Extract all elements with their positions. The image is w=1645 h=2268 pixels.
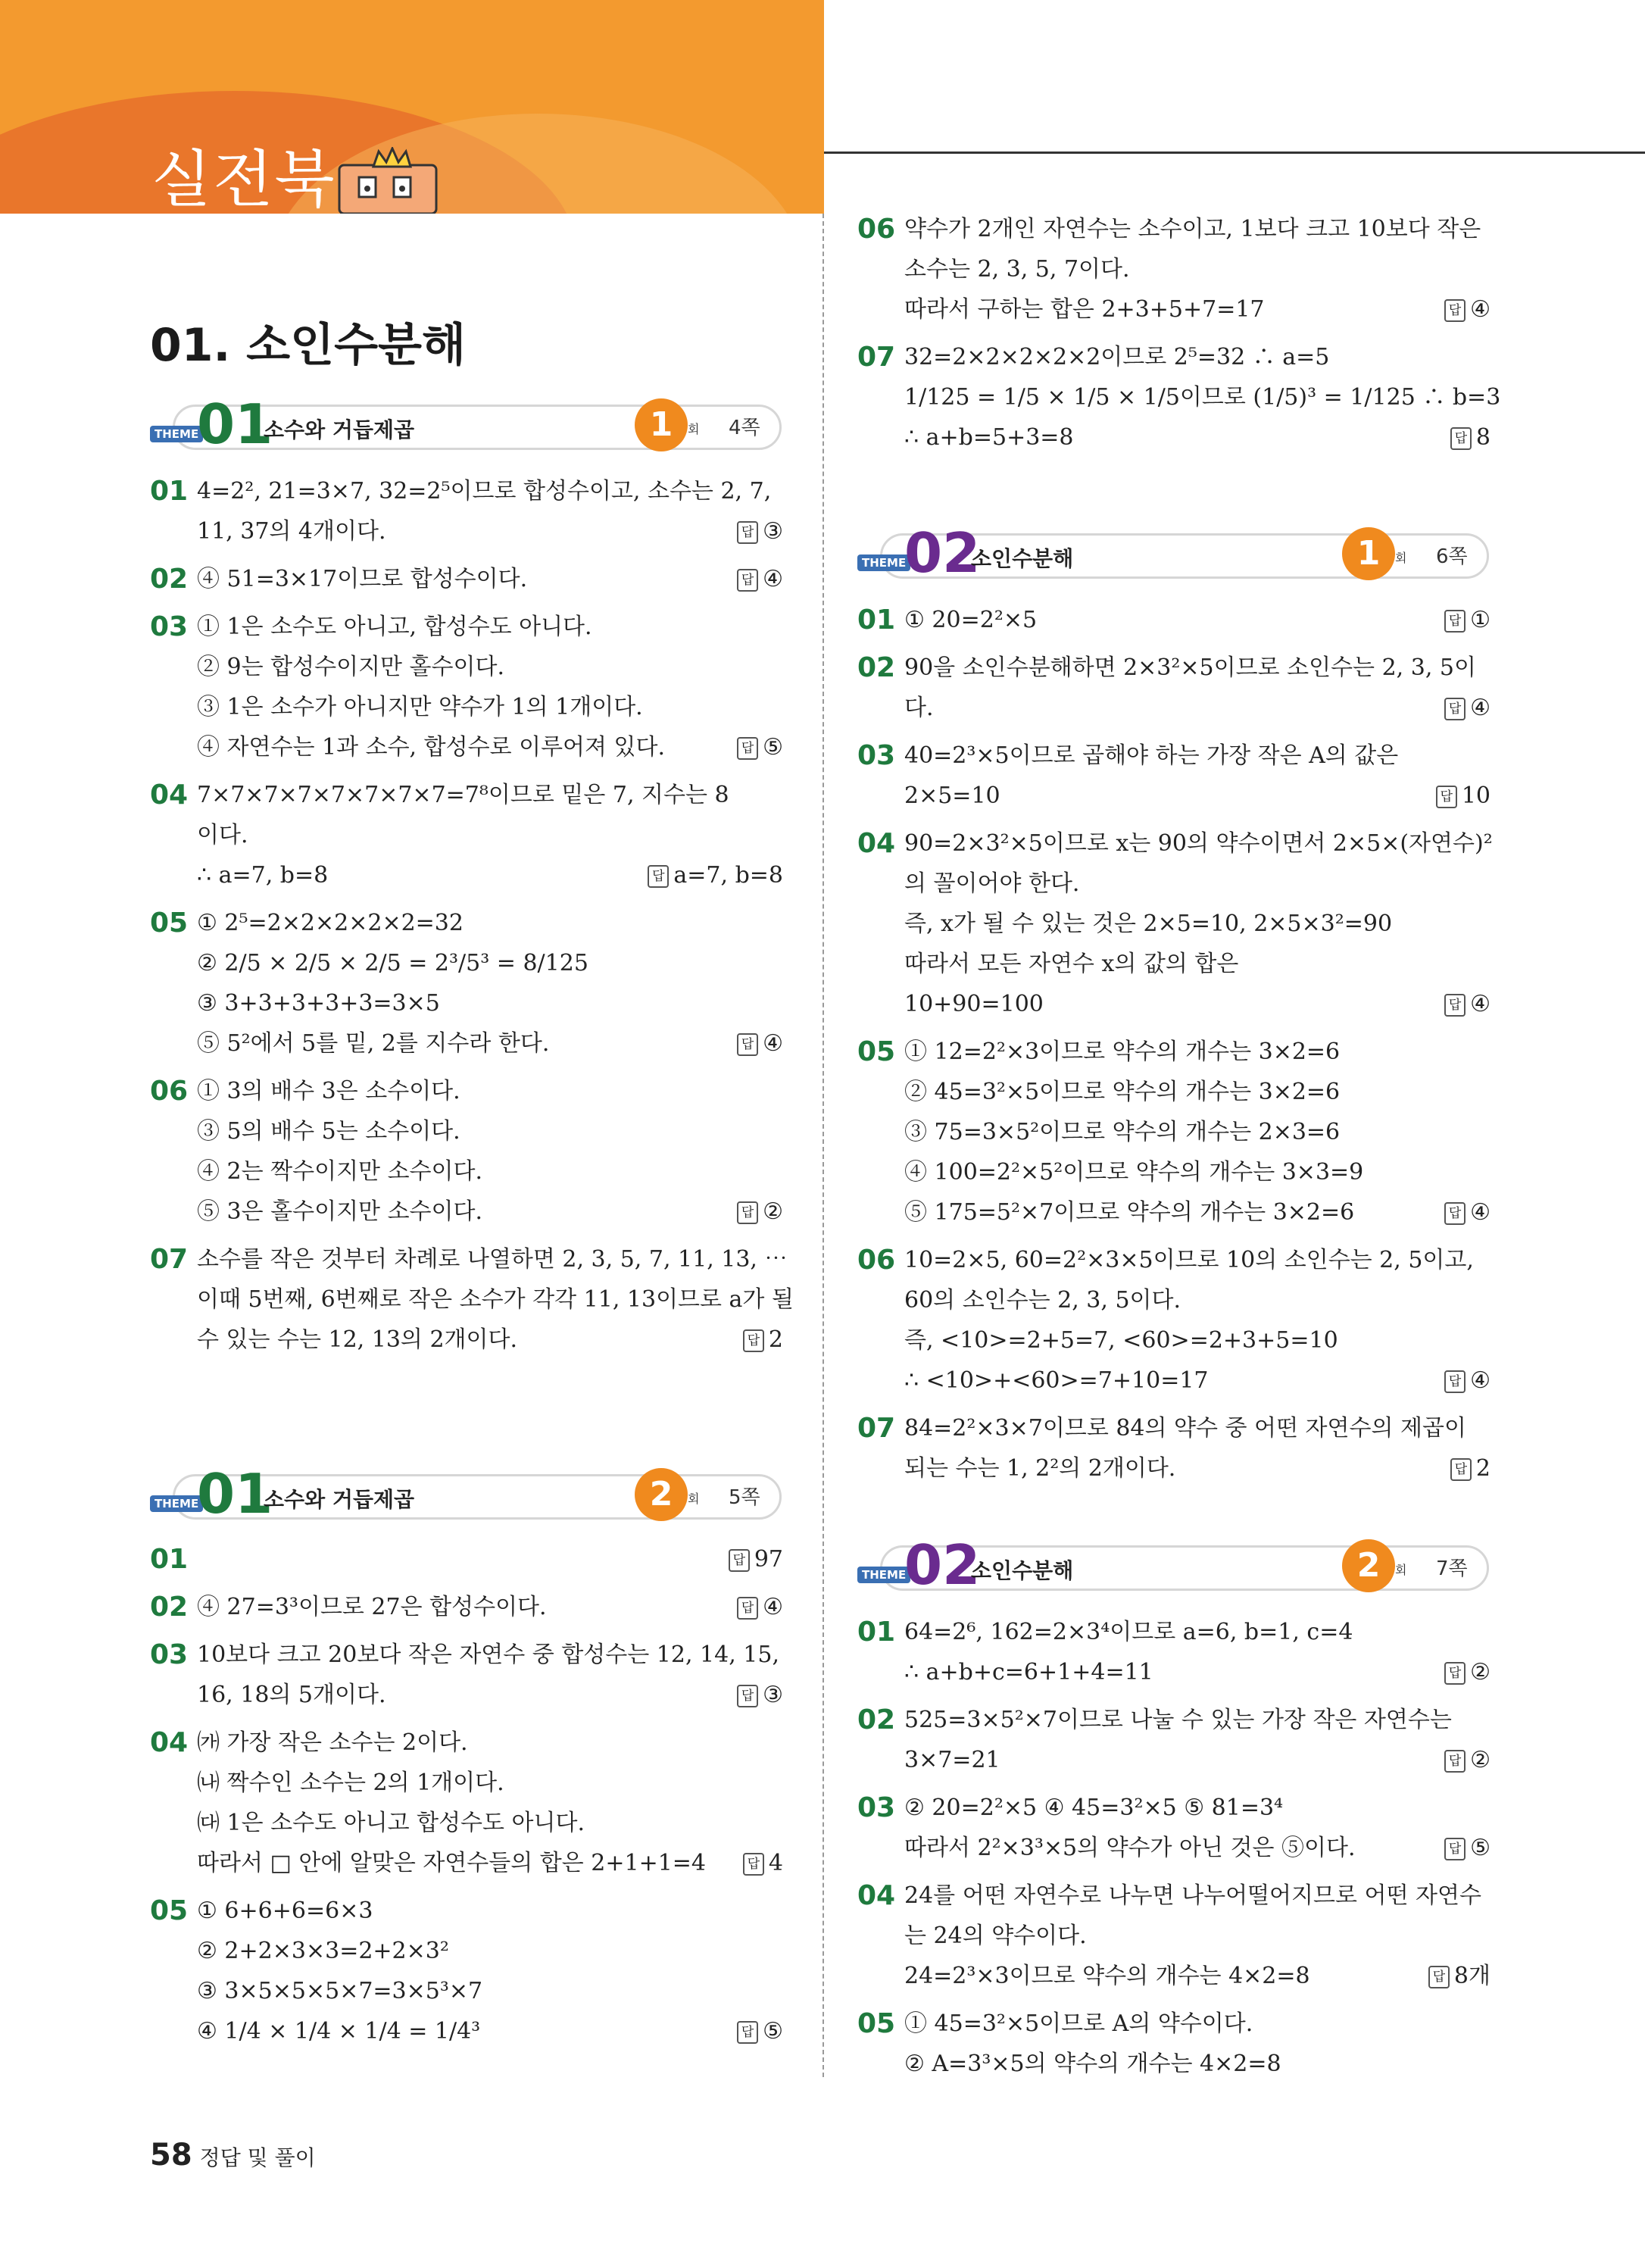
answer-mark-icon: 답 [1444, 1370, 1466, 1393]
answer-mark-icon: 답 [743, 1329, 764, 1352]
answer-value: 답 ② [1444, 1652, 1490, 1692]
round-badge: 2 [1342, 1539, 1395, 1592]
answer-mark-icon: 답 [743, 1853, 764, 1876]
answer-mark-icon: 답 [1444, 299, 1466, 322]
page-footer [150, 2138, 316, 2173]
question-number: 01 [150, 476, 189, 507]
solution-line: ④ 27=3³이므로 27은 합성수이다. [197, 1594, 547, 1620]
answer-value: 답 ⑤ [737, 2011, 783, 2051]
answer-value: 답 4 [743, 1843, 783, 1883]
solution-line: 2×5=10 [904, 783, 1000, 809]
solution-line: ∴ a+b+c=6+1+4=11 [904, 1659, 1153, 1685]
mascot-icon [332, 147, 445, 214]
book-banner [0, 0, 824, 214]
answer-value: 답 ④ [1444, 289, 1490, 330]
round-badge: 1 [1342, 527, 1395, 580]
answer-mark-icon: 답 [1428, 1966, 1450, 1988]
page-ref: 6쪽 [1436, 545, 1468, 568]
page-ref: 7쪽 [1436, 1557, 1468, 1580]
solution-line: ⑤ 3은 홀수이지만 소수이다. [197, 1198, 483, 1225]
solution-line: ① 45=3²×5이므로 A의 약수이다. [904, 2010, 1253, 2037]
solution-line: 16, 18의 5개이다. [197, 1682, 386, 1708]
question-number: 02 [150, 564, 189, 595]
page-ref: 4쪽 [729, 417, 760, 439]
solution-line: 따라서 2²×3³×5의 약수가 아닌 것은 ⑤이다. [904, 1835, 1356, 1861]
answer-value: 답 ④ [1444, 984, 1490, 1024]
solution-line: 따라서 모든 자연수 x의 값의 합은 [904, 951, 1239, 977]
question-number: 04 [150, 1727, 189, 1758]
answer-mark-icon: 답 [1444, 1750, 1466, 1773]
solution-line: ③ 3+3+3+3+3=3×5 [197, 990, 440, 1017]
solution-line: 소수는 2, 3, 5, 7이다. [904, 256, 1130, 283]
answer-mark-icon: 답 [737, 1033, 758, 1056]
solution-line: 의 꼴이어야 한다. [904, 870, 1080, 897]
solution-line: ㈐ 1은 소수도 아니고 합성수도 아니다. [197, 1810, 585, 1836]
answer-value: 답 ② [737, 1192, 783, 1232]
round-badge: 1 [635, 398, 688, 451]
question-number: 05 [857, 2008, 896, 2039]
solution-line: ③ 3×5×5×5×7=3×5³×7 [197, 1978, 483, 2004]
answer-value: 답 ⑤ [1444, 1828, 1490, 1868]
solution-line: 수 있는 수는 12, 13의 2개이다. [197, 1326, 518, 1353]
answer-mark-icon: 답 [648, 865, 669, 888]
answer-mark-icon: 답 [737, 2021, 758, 2044]
answer-mark-icon: 답 [1444, 1662, 1466, 1685]
question-number: 06 [857, 1245, 896, 1276]
answer-value: 답 ④ [737, 1023, 783, 1064]
question-number: 01 [857, 604, 896, 636]
solution-line: ① 2⁵=2×2×2×2×2=32 [197, 910, 464, 936]
solution-line: ④ 2는 짝수이지만 소수이다. [197, 1158, 483, 1185]
theme-header: THEME 01 소수와 거듭제곱 2 회 5쪽 [150, 1468, 782, 1523]
answer-value: 답 8 [1450, 417, 1490, 458]
answer-value: 답 ④ [1444, 1360, 1490, 1401]
chapter-title: 01. 소인수분해 [150, 319, 466, 372]
solution-line: 3×7=21 [904, 1747, 1000, 1773]
question-number: 03 [857, 1792, 896, 1823]
question-number: 04 [150, 779, 189, 811]
answer-mark-icon: 답 [729, 1549, 750, 1572]
answer-value: 답 8개 [1428, 1956, 1490, 1996]
answer-value: 답 ④ [1444, 688, 1490, 728]
question-number: 06 [857, 214, 896, 245]
solution-line: ② 20=2²×5 ④ 45=3²×5 ⑤ 81=3⁴ [904, 1795, 1284, 1821]
solution-line: 즉, x가 될 수 있는 것은 2×5=10, 2×5×3²=90 [904, 911, 1393, 937]
solution-line: ② 2+2×3×3=2+2×3² [197, 1938, 449, 1964]
round-badge: 2 [635, 1468, 688, 1521]
answer-mark-icon: 답 [737, 1201, 758, 1224]
solution-line: ∴ a+b=5+3=8 [904, 424, 1074, 451]
answer-value: 답 10 [1436, 776, 1490, 816]
page-number: 58 [150, 2138, 192, 2173]
answer-value: 답 ③ [737, 511, 783, 551]
solution-line: 7×7×7×7×7×7×7×7=7⁸이므로 밑은 7, 지수는 8 [197, 782, 729, 808]
solution-line: ④ 51=3×17이므로 합성수이다. [197, 566, 528, 592]
solution-line: 되는 수는 1, 2²의 2개이다. [904, 1455, 1176, 1482]
solution-line: 40=2³×5이므로 곱해야 하는 가장 작은 A의 값은 [904, 742, 1399, 769]
question-number: 07 [857, 342, 896, 373]
solution-line: ④ 자연수는 1과 소수, 합성수로 이루어져 있다. [197, 734, 666, 761]
solution-line: 64=2⁶, 162=2×3⁴이므로 a=6, b=1, c=4 [904, 1619, 1353, 1645]
solution-line: 24를 어떤 자연수로 나누면 나누어떨어지므로 어떤 자연수 [904, 1882, 1481, 1909]
answer-mark-icon: 답 [737, 521, 758, 544]
solution-line: 1/125 = 1/5 × 1/5 × 1/5이므로 (1/5)³ = 1/125 ∴ b=3 [904, 384, 1501, 411]
solution-line: ③ 1은 소수가 아니지만 약수가 1의 1개이다. [197, 694, 643, 720]
solution-line: 60의 소인수는 2, 3, 5이다. [904, 1287, 1181, 1314]
answer-value: 답 ⑤ [737, 727, 783, 767]
question-number: 05 [150, 908, 189, 939]
question-number: 06 [150, 1076, 189, 1107]
answer-value: 답 ② [1444, 1740, 1490, 1780]
answer-mark-icon: 답 [737, 737, 758, 760]
solution-line: 90=2×3²×5이므로 x는 90의 약수이면서 2×5×(자연수)² [904, 830, 1493, 857]
theme-header: THEME 02 소인수분해 1 회 6쪽 [857, 527, 1489, 582]
question-number: 03 [150, 1639, 189, 1670]
solution-line: 는 24의 약수이다. [904, 1923, 1087, 1949]
question-number: 01 [150, 1544, 189, 1575]
question-number: 02 [150, 1592, 189, 1623]
answer-value: 답 ④ [737, 1587, 783, 1627]
solution-line: ② 45=3²×5이므로 약수의 개수는 3×2=6 [904, 1079, 1341, 1105]
answer-mark-icon: 답 [737, 1597, 758, 1620]
question-number: 01 [857, 1617, 896, 1648]
solution-line: ④ 100=2²×5²이므로 약수의 개수는 3×3=9 [904, 1159, 1364, 1186]
answer-mark-icon: 답 [737, 1685, 758, 1707]
solution-line: ② 9는 합성수이지만 홀수이다. [197, 654, 505, 680]
answer-mark-icon: 답 [1450, 427, 1472, 450]
question-number: 05 [857, 1036, 896, 1067]
question-number: 02 [857, 652, 896, 683]
question-number: 04 [857, 1880, 896, 1911]
solution-line: ① 6+6+6=6×3 [197, 1898, 373, 1924]
solution-line: ③ 5의 배수 5는 소수이다. [197, 1118, 460, 1145]
solution-line: 24=2³×3이므로 약수의 개수는 4×2=8 [904, 1963, 1310, 1989]
answer-mark-icon: 답 [1444, 1202, 1466, 1225]
answer-value: 답 ③ [737, 1675, 783, 1715]
question-number: 07 [150, 1244, 189, 1275]
solution-line: ① 12=2²×3이므로 약수의 개수는 3×2=6 [904, 1039, 1341, 1065]
solution-line: ㈎ 가장 작은 소수는 2이다. [197, 1729, 468, 1756]
solution-line: 11, 37의 4개이다. [197, 518, 386, 545]
solution-line: ㈏ 짝수인 소수는 2의 1개이다. [197, 1770, 504, 1796]
question-number: 03 [857, 740, 896, 771]
solution-line: 따라서 구하는 합은 2+3+5+7=17 [904, 296, 1265, 323]
theme-header: THEME 01 소수와 거듭제곱 1 회 4쪽 [150, 398, 782, 453]
solution-line: 따라서 □ 안에 알맞은 자연수들의 합은 2+1+1=4 [197, 1850, 707, 1876]
answer-value: 답 ④ [1444, 1192, 1490, 1232]
solution-line: 4=2², 21=3×7, 32=2⁵이므로 합성수이고, 소수는 2, 7, [197, 478, 772, 505]
answer-mark-icon: 답 [1444, 610, 1466, 633]
solution-line: ⑤ 5²에서 5를 밑, 2를 지수라 한다. [197, 1030, 550, 1057]
answer-value: 답 97 [729, 1539, 783, 1579]
question-number: 02 [857, 1704, 896, 1735]
solution-line: ② 2/5 × 2/5 × 2/5 = 2³/5³ = 8/125 [197, 950, 588, 976]
question-number: 03 [150, 611, 189, 642]
solution-line: 이때 5번째, 6번째로 작은 소수가 각각 11, 13이므로 a가 될 [197, 1286, 794, 1313]
solution-line: 소수를 작은 것부터 차례로 나열하면 2, 3, 5, 7, 11, 13, ⋯ [197, 1246, 788, 1273]
question-number: 05 [150, 1895, 189, 1926]
question-number: 04 [857, 828, 896, 859]
solution-line: ④ 1/4 × 1/4 × 1/4 = 1/4³ [197, 2018, 481, 2045]
answer-value: 답 a=7, b=8 [648, 855, 783, 895]
solution-line: 525=3×5²×7이므로 나눌 수 있는 가장 작은 자연수는 [904, 1707, 1452, 1733]
solution-line: 즉, <10>=2+5=7, <60>=2+3+5=10 [904, 1327, 1338, 1354]
question-number: 07 [857, 1413, 896, 1444]
solution-line: ① 20=2²×5 [904, 607, 1038, 633]
answer-value: 답 ① [1444, 600, 1490, 640]
answer-mark-icon: 답 [1444, 698, 1466, 720]
answer-mark-icon: 답 [737, 569, 758, 592]
solution-line: ① 1은 소수도 아니고, 합성수도 아니다. [197, 614, 592, 640]
solution-line: ② A=3³×5의 약수의 개수는 4×2=8 [904, 2051, 1281, 2077]
solution-line: ⑤ 175=5²×7이므로 약수의 개수는 3×2=6 [904, 1199, 1355, 1226]
answer-value: 답 ④ [737, 559, 783, 599]
answer-value: 답 2 [743, 1320, 783, 1360]
answer-mark-icon: 답 [1444, 1838, 1466, 1860]
theme-header: THEME 02 소인수분해 2 회 7쪽 [857, 1539, 1489, 1594]
solution-line: 약수가 2개인 자연수는 소수이고, 1보다 크고 10보다 작은 [904, 216, 1481, 242]
solution-line: 이다. [197, 822, 248, 848]
answer-mark-icon: 답 [1436, 786, 1457, 808]
answer-value: 답 2 [1450, 1448, 1490, 1489]
answer-mark-icon: 답 [1450, 1458, 1472, 1481]
solution-line: 10+90=100 [904, 991, 1044, 1017]
solution-line: ∴ a=7, b=8 [197, 862, 329, 889]
solution-line: ① 3의 배수 3은 소수이다. [197, 1078, 460, 1104]
answer-mark-icon: 답 [1444, 994, 1466, 1017]
solution-line: 10보다 크고 20보다 작은 자연수 중 합성수는 12, 14, 15, [197, 1642, 779, 1668]
solution-line: 다. [904, 695, 934, 721]
solution-line: ∴ <10>+<60>=7+10=17 [904, 1367, 1209, 1394]
solution-line: 90을 소인수분해하면 2×3²×5이므로 소인수는 2, 3, 5이 [904, 654, 1476, 681]
solution-line: 32=2×2×2×2×2이므로 2⁵=32 ∴ a=5 [904, 344, 1330, 370]
solution-line: 84=2²×3×7이므로 84의 약수 중 어떤 자연수의 제곱이 [904, 1415, 1466, 1442]
footer-label: 정답 및 풀이 [199, 2145, 316, 2170]
book-title: 실전북 [151, 144, 336, 214]
solution-line: 10=2×5, 60=2²×3×5이므로 10의 소인수는 2, 5이고, [904, 1247, 1474, 1273]
solution-line: ③ 75=3×5²이므로 약수의 개수는 2×3=6 [904, 1119, 1341, 1145]
page-ref: 5쪽 [729, 1486, 760, 1509]
